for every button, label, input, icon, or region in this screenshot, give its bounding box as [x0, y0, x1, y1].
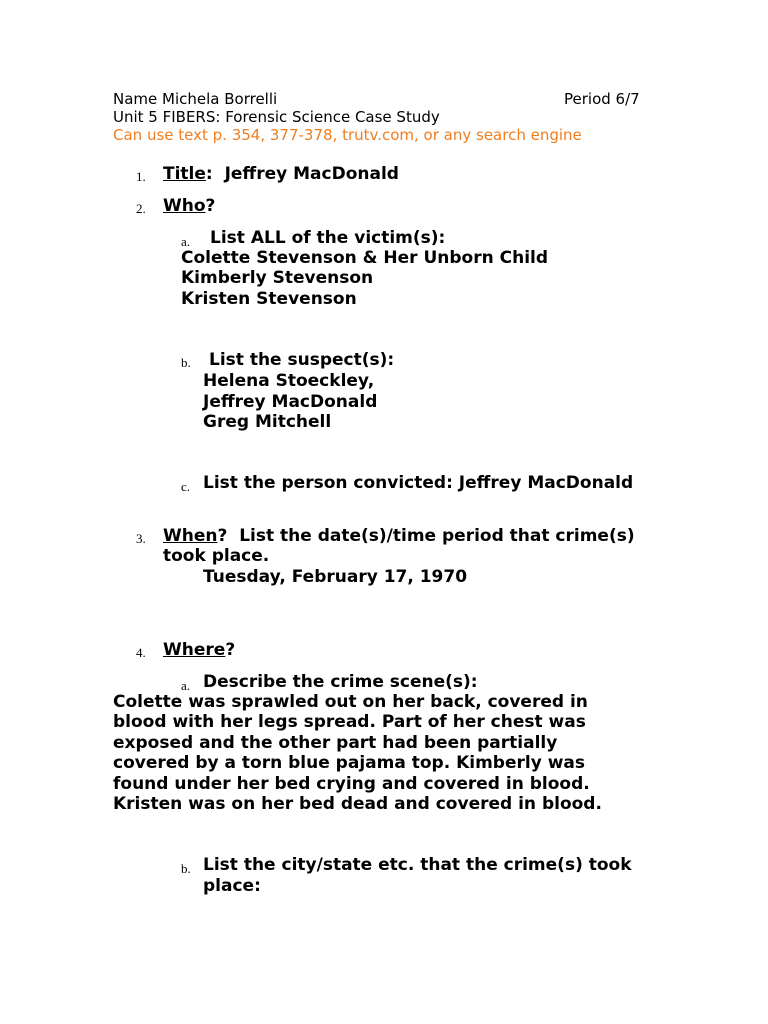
sub-letter: b.: [181, 861, 191, 876]
suspect-answer: Jeffrey MacDonald: [203, 392, 378, 412]
class-period: Period 6/7: [564, 90, 640, 108]
question-label: Who: [163, 196, 206, 216]
suspect-answer: Greg Mitchell: [203, 412, 332, 432]
convicted-line: [203, 473, 633, 493]
location-prompt-continued: place:: [203, 876, 261, 896]
question-number: 1.: [136, 169, 146, 184]
suspects-prompt: List the suspect(s):: [209, 350, 395, 370]
victims-prompt: List ALL of the victim(s):: [210, 228, 446, 248]
when-prompt-continued: took place.: [163, 546, 270, 566]
crime-scene-answer-line: found under her bed crying and covered in blood.: [113, 774, 590, 794]
question-label: Where: [163, 640, 226, 660]
sub-letter: a.: [181, 234, 191, 249]
convicted-answer: Jeffrey MacDonald: [458, 473, 634, 493]
unit-title: Unit 5 FIBERS: Forensic Science Case Study: [113, 108, 440, 126]
suspect-answer: Helena Stoeckley,: [203, 371, 375, 391]
answer-text: Jeffrey MacDonald: [224, 164, 399, 184]
date-answer: Tuesday, February 17, 1970: [203, 567, 468, 587]
victim-answer: Kimberly Stevenson: [181, 268, 374, 288]
sub-letter: b.: [181, 355, 191, 370]
crime-scene-answer-line: exposed and the other part had been partially: [113, 733, 558, 753]
sub-letter: a.: [181, 678, 191, 693]
crime-scene-prompt: Describe the crime scene(s):: [203, 672, 478, 692]
victim-answer: Colette Stevenson & Her Unborn Child: [181, 248, 549, 268]
question-label: When: [163, 526, 218, 546]
question-4-where: Where?: [163, 640, 236, 660]
crime-scene-answer-line: Colette was sprawled out on her back, covered in: [113, 692, 588, 712]
question-3-when: When? List the date(s)/time period that crime(s): [163, 526, 635, 546]
location-prompt: List the city/state etc. that the crime(s) took: [203, 855, 632, 875]
question-1-title: Title: Jeffrey MacDonald: [163, 164, 399, 184]
question-label: Title: [163, 164, 206, 184]
convicted-prompt: List the person convicted:: [203, 473, 453, 493]
question-number: 2.: [136, 201, 146, 216]
question-number: 3.: [136, 531, 146, 546]
sources-note: Can use text p. 354, 377-378, trutv.com, or any search engine: [113, 126, 582, 144]
crime-scene-answer-line: covered by a torn blue pajama top. Kimberly was: [113, 753, 585, 773]
when-prompt: List the date(s)/time period that crime(s): [239, 526, 635, 546]
sub-letter: c.: [181, 479, 191, 494]
victim-answer: Kristen Stevenson: [181, 289, 357, 309]
question-number: 4.: [136, 645, 146, 660]
crime-scene-answer-line: Kristen was on her bed dead and covered in blood.: [113, 794, 602, 814]
crime-scene-answer-line: blood with her legs spread. Part of her chest was: [113, 712, 586, 732]
student-name-line: Name Michela Borrelli: [113, 90, 278, 108]
question-2-who: Who?: [163, 196, 216, 216]
